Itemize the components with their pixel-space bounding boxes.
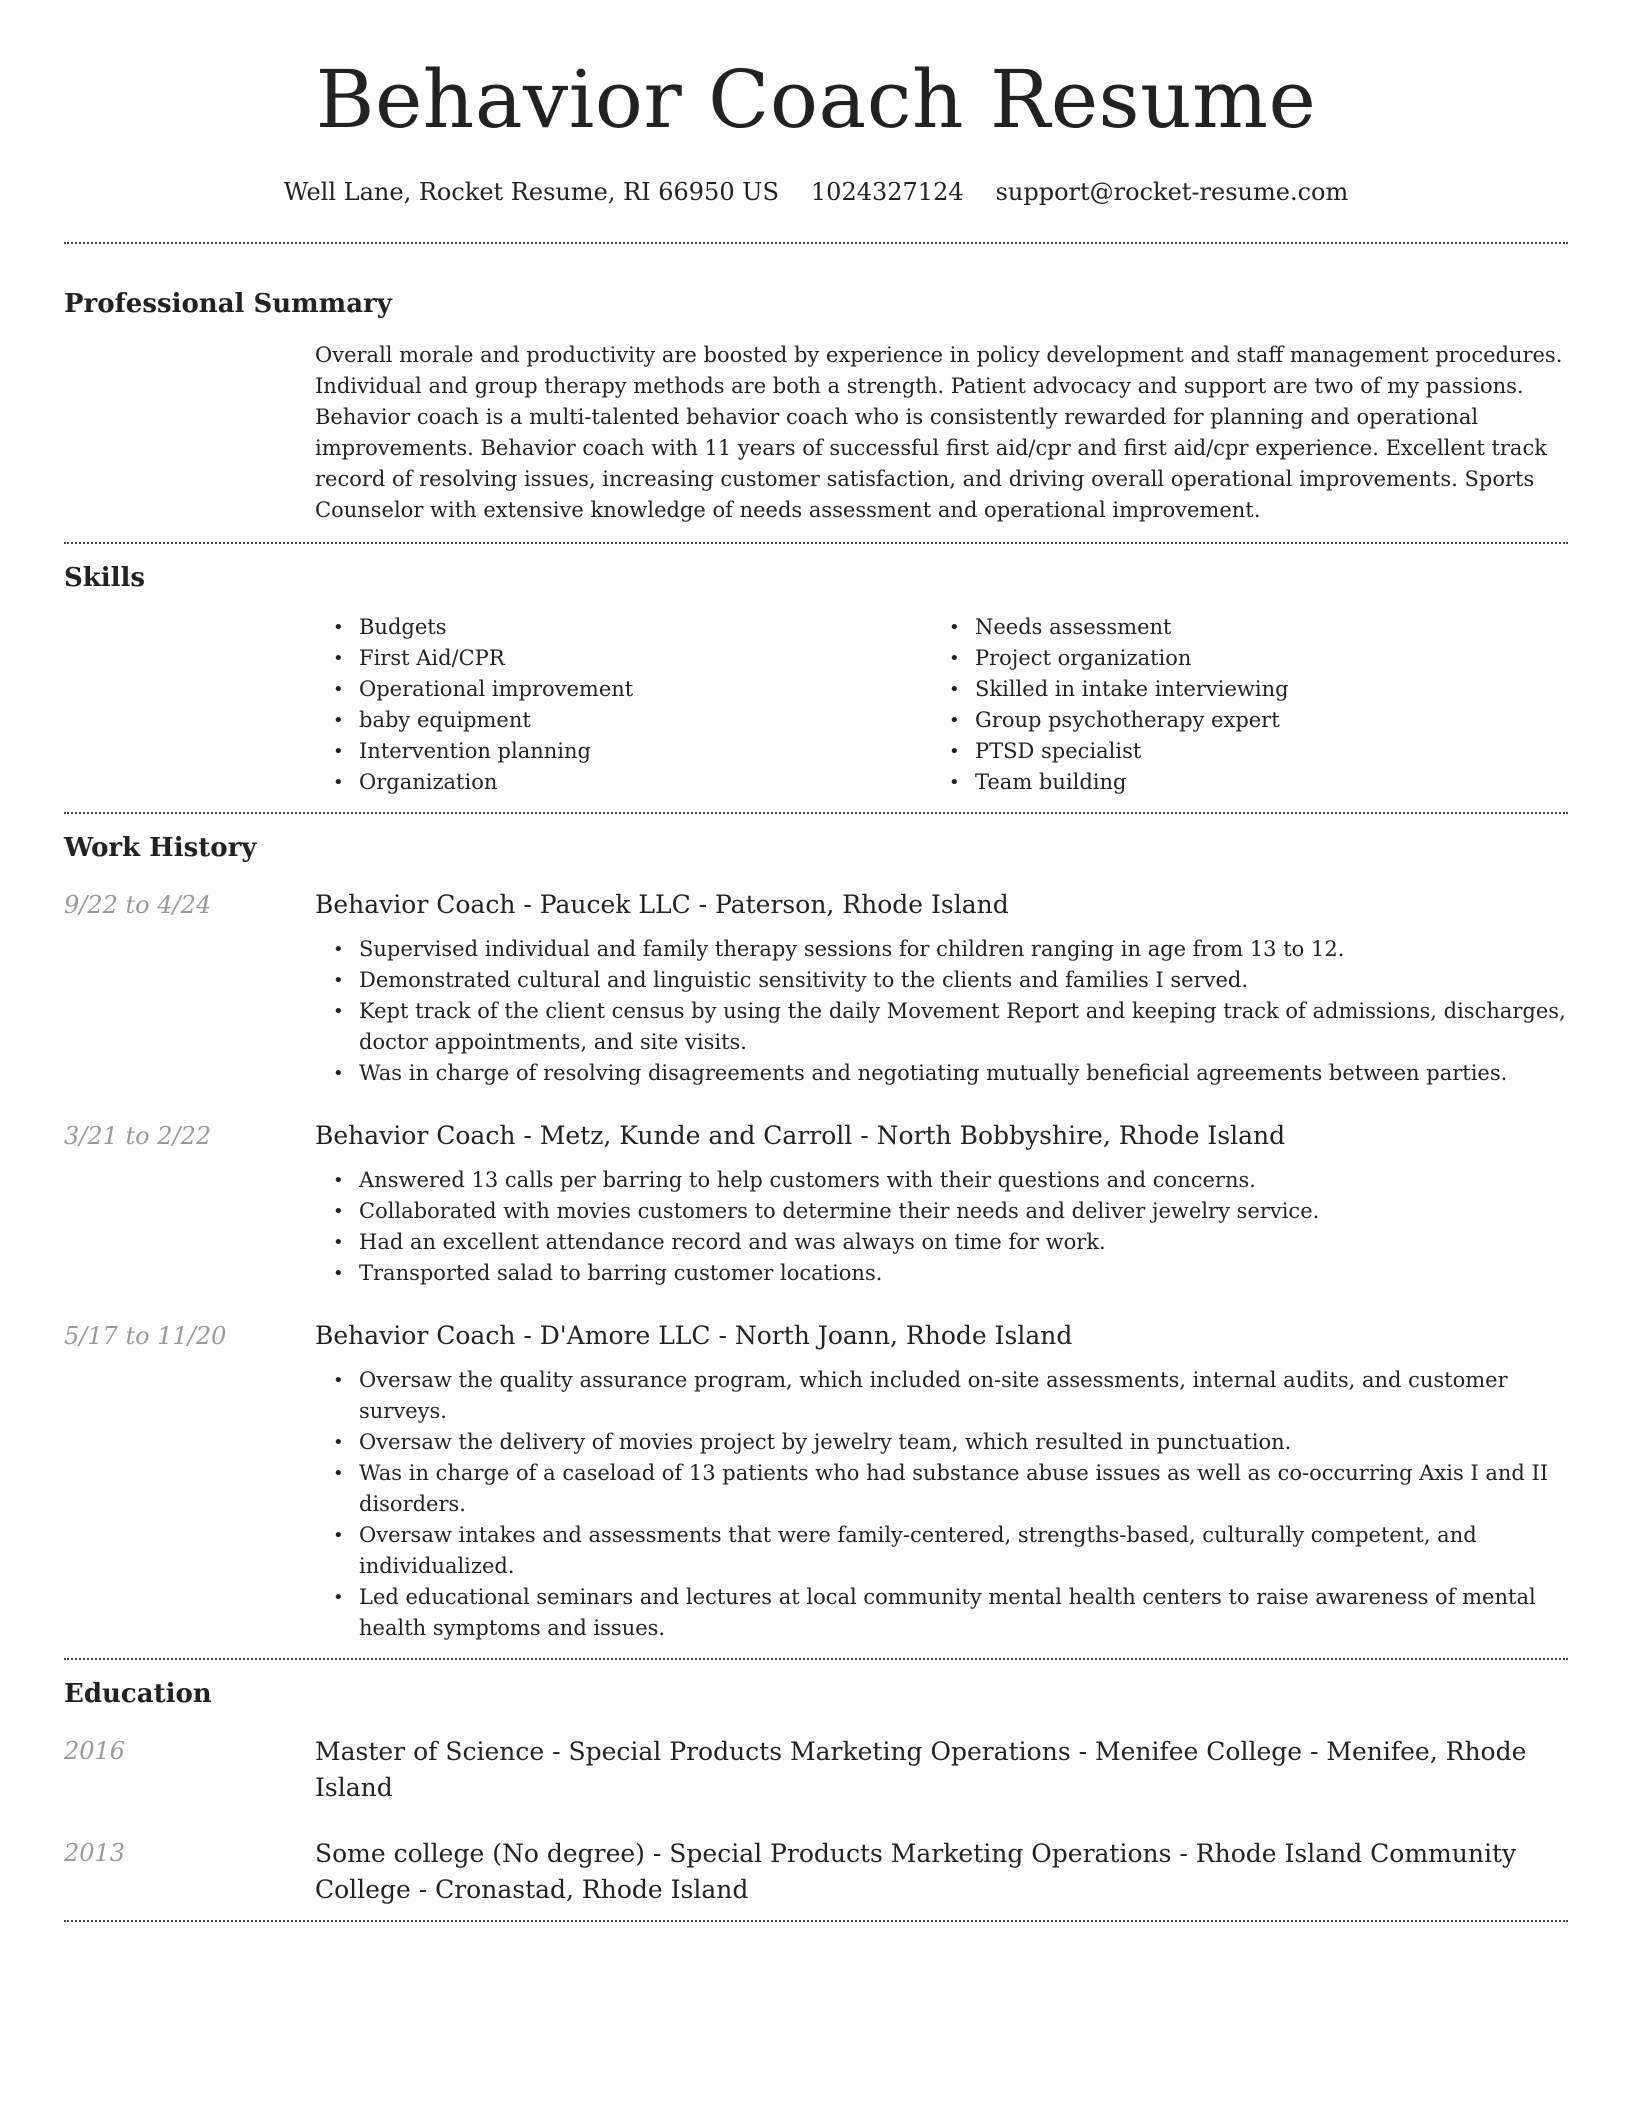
skill-item: • First Aid/CPR bbox=[359, 643, 931, 674]
skill-item: • Group psychotherapy expert bbox=[975, 705, 1547, 736]
skills-list-left bbox=[315, 612, 931, 798]
skill-item: • Budgets bbox=[359, 612, 931, 643]
job-entry bbox=[64, 1119, 1568, 1289]
contact-phone: 1024327124 bbox=[810, 178, 964, 206]
skills-heading: Skills bbox=[64, 563, 146, 593]
education-entry bbox=[64, 1836, 1568, 1908]
job-title: Behavior Coach - Metz, Kunde and Carroll - North Bobbyshire, Rhode Island bbox=[315, 1121, 1286, 1150]
summary-text: Overall morale and productivity are boosted by experience in policy development and staff management procedures. Individual and group therapy methods are both a strength. Patient advocacy and support are two of my passions. Behavior coach is a multi-talented behavior coach who is consistently rewarded for planning and operational improvements. Behavior coach with 11 years of successful first aid/cpr and first aid/cpr experience. Excellent track record of resolving issues, increasing customer satisfaction, and driving overall operational improvements. Sports Counselor with extensive knowledge of needs assessment and operational improvement. bbox=[315, 343, 1563, 522]
skill-item: • PTSD specialist bbox=[975, 736, 1547, 767]
job-bullet: • Was in charge of resolving disagreements and negotiating mutually beneficial agreements between parties. bbox=[359, 1058, 1568, 1089]
work-history-section bbox=[64, 814, 1568, 1658]
job-details bbox=[315, 888, 1568, 1089]
skill-item: • Project organization bbox=[975, 643, 1547, 674]
job-bullets bbox=[315, 1165, 1568, 1289]
skill-item: • Needs assessment bbox=[975, 612, 1547, 643]
education-entry bbox=[64, 1734, 1568, 1806]
job-bullet: • Was in charge of a caseload of 13 patients who had substance abuse issues as well as co-occurring Axis I and II disorders. bbox=[359, 1458, 1568, 1520]
summary-section bbox=[64, 244, 1568, 542]
resume-header bbox=[64, 0, 1568, 206]
skills-columns bbox=[315, 612, 1568, 812]
job-entry bbox=[64, 1319, 1568, 1644]
education-heading: Education bbox=[64, 1679, 212, 1709]
job-bullet: • Oversaw intakes and assessments that were family-centered, strengths-based, culturally competent, and individualized. bbox=[359, 1520, 1568, 1582]
skill-item: • Intervention planning bbox=[359, 736, 931, 767]
contact-address: Well Lane, Rocket Resume, RI 66950 US bbox=[283, 178, 779, 206]
contact-line bbox=[64, 178, 1568, 206]
job-bullet: • Oversaw the quality assurance program, which included on-site assessments, internal audits, and customer surveys. bbox=[359, 1365, 1568, 1427]
job-bullet: • Demonstrated cultural and linguistic sensitivity to the clients and families I served. bbox=[359, 965, 1568, 996]
skills-section bbox=[64, 544, 1568, 812]
job-title: Behavior Coach - Paucek LLC - Paterson, Rhode Island bbox=[315, 890, 1009, 919]
job-bullet: • Answered 13 calls per barring to help customers with their questions and concerns. bbox=[359, 1165, 1568, 1196]
contact-email: support@rocket-resume.com bbox=[995, 178, 1349, 206]
divider bbox=[64, 1920, 1568, 1922]
resume-title: Behavior Coach Resume bbox=[315, 53, 1317, 146]
education-title: Master of Science - Special Products Marketing Operations - Menifee College - Menifee, Rhode Island bbox=[315, 1737, 1527, 1802]
job-bullets bbox=[315, 934, 1568, 1089]
job-bullet: • Supervised individual and family therapy sessions for children ranging in age from 13 to 12. bbox=[359, 934, 1568, 965]
skill-item: • Skilled in intake interviewing bbox=[975, 674, 1547, 705]
job-bullet: • Kept track of the client census by using the daily Movement Report and keeping track of admissions, discharges, doctor appointments, and site visits. bbox=[359, 996, 1568, 1058]
education-title: Some college (No degree) - Special Products Marketing Operations - Rhode Island Community College - Cronastad, Rhode Island bbox=[315, 1839, 1517, 1904]
job-details bbox=[315, 1319, 1568, 1644]
job-dates: 3/21 to 2/22 bbox=[64, 1122, 212, 1150]
work-history-heading: Work History bbox=[64, 833, 257, 863]
skill-item: • Operational improvement bbox=[359, 674, 931, 705]
skills-list-right bbox=[931, 612, 1547, 798]
education-details bbox=[315, 1734, 1568, 1806]
job-bullet: • Had an excellent attendance record and was always on time for work. bbox=[359, 1227, 1568, 1258]
job-bullets bbox=[315, 1365, 1568, 1644]
job-details bbox=[315, 1119, 1568, 1289]
skill-item: • Organization bbox=[359, 767, 931, 798]
job-bullet: • Oversaw the delivery of movies project by jewelry team, which resulted in punctuation. bbox=[359, 1427, 1568, 1458]
education-details bbox=[315, 1836, 1568, 1908]
job-bullet: • Collaborated with movies customers to determine their needs and deliver jewelry service. bbox=[359, 1196, 1568, 1227]
education-year: 2016 bbox=[64, 1737, 126, 1765]
job-dates: 5/17 to 11/20 bbox=[64, 1322, 227, 1350]
education-section bbox=[64, 1660, 1568, 1920]
summary-heading: Professional Summary bbox=[64, 289, 392, 319]
job-entry bbox=[64, 888, 1568, 1089]
education-year: 2013 bbox=[64, 1839, 126, 1867]
skill-item: • Team building bbox=[975, 767, 1547, 798]
job-bullet: • Led educational seminars and lectures at local community mental health centers to raise awareness of mental health symptoms and issues. bbox=[359, 1582, 1568, 1644]
job-title: Behavior Coach - D'Amore LLC - North Joann, Rhode Island bbox=[315, 1321, 1073, 1350]
skill-item: • baby equipment bbox=[359, 705, 931, 736]
job-dates: 9/22 to 4/24 bbox=[64, 891, 212, 919]
job-bullet: • Transported salad to barring customer locations. bbox=[359, 1258, 1568, 1289]
